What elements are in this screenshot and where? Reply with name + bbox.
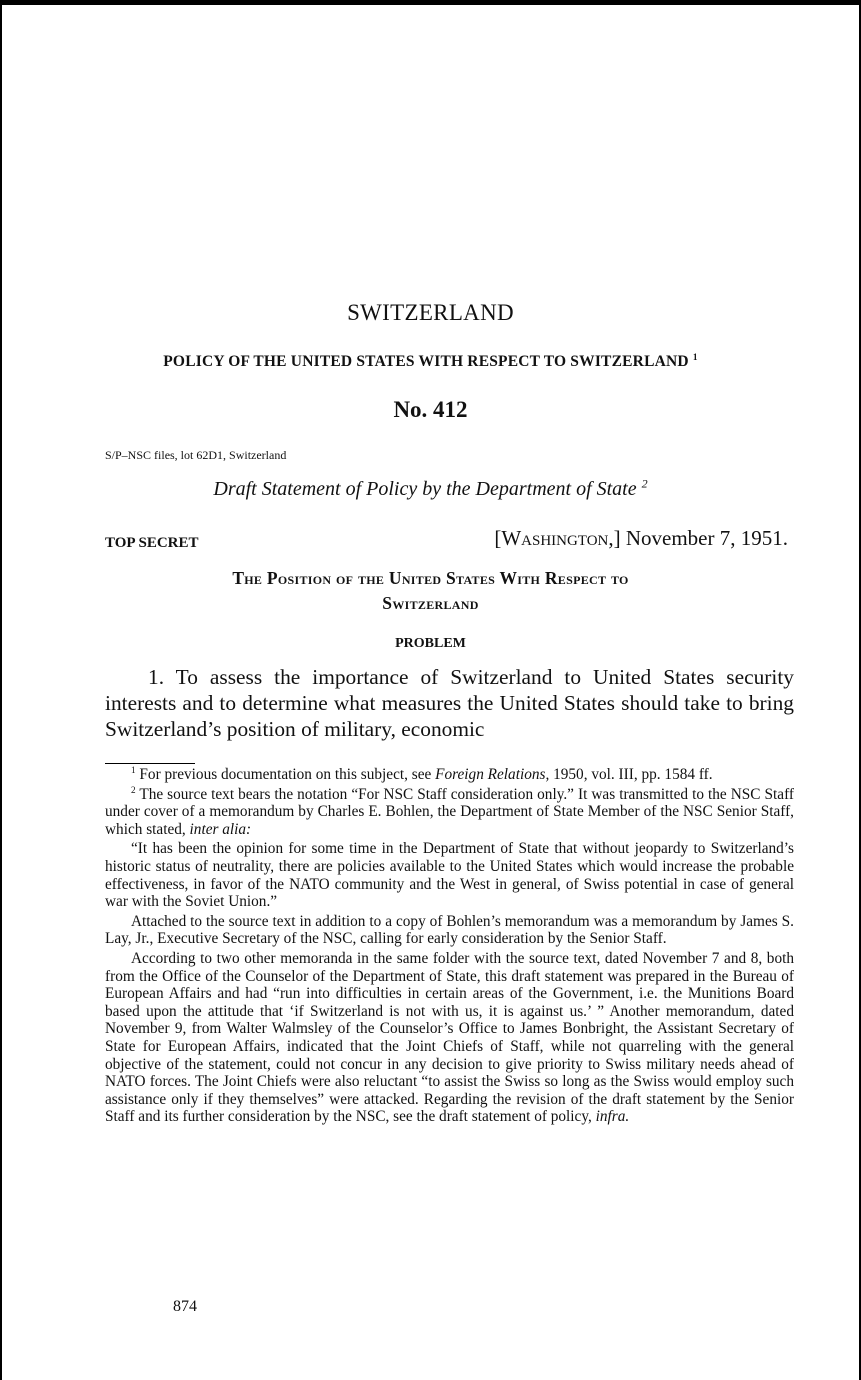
footnote-1-number: 1 xyxy=(131,764,136,775)
footnote-1-text: For previous documentation on this subject, see xyxy=(139,766,432,783)
footnote-ref-1: 1 xyxy=(692,352,698,363)
footnote-2-quote: “It has been the opinion for some time in the Department of State that without jeopardy to Switzerland’s historic status of neutrality, there are policies available to the United States which would increase the probable effectiveness, in favor of the NATO community and the West in general, of Swiss potential in case of general war with the Soviet Union.” xyxy=(105,840,794,911)
paragraph-1 xyxy=(105,664,794,742)
policy-heading xyxy=(0,353,861,371)
place: [Washington,] xyxy=(494,526,621,550)
footnote-1 xyxy=(105,766,794,784)
footnote-1-italic: Foreign Relations, xyxy=(435,766,550,783)
footnote-2-number: 2 xyxy=(131,784,136,795)
footnote-2-according-text: According to two other memoranda in the same folder with the source text, dated November 7 and 8, both from the Office of the Counselor of the Department of State, this draft statement was prepared in the Bureau of European Affairs and had “run into difficulties in certain areas of the Government, i.e. the Munitions Board based upon the attitude that ‘if Switzerland is not with us, it is against us.’ ” Another memorandum, dated November 9, from Walter Walmsley of the Counselor’s Office to James Bonbright, the Assistant Secretary of State for European Affairs, indicated that the Joint Chiefs of Staff, while not quarreling with the general objective of the statement, could not concur in any decision to give priority to Swiss military needs ahead of NATO forces. The Joint Chiefs were also reluctant “to assist the Swiss so long as the Swiss would employ such assistance only if they themselves” were attacked. Regarding the revision of the draft statement by the Senior Staff and its further consideration by the NSC, see the draft statement of policy, xyxy=(105,949,794,1126)
footnote-divider xyxy=(105,763,195,764)
footnote-1-citation: 1950, vol. III, pp. 1584 ff. xyxy=(553,766,713,783)
document-title-text: Draft Statement of Policy by the Department of State xyxy=(213,478,637,500)
page-top-border xyxy=(0,0,861,5)
problem-heading: PROBLEM xyxy=(395,636,466,651)
position-title-line-1: The Position of the United States With Respect to xyxy=(232,568,629,588)
position-title xyxy=(0,566,861,616)
footnote-2-text: The source text bears the notation “For NSC Staff consideration only.” It was transmitted to the NSC Staff under cover of a memorandum by Charles E. Bohlen, the Department of State Member of the NSC Senior Staff, which stated, xyxy=(105,785,794,838)
position-title-line-2: Switzerland xyxy=(382,593,479,613)
document-title xyxy=(0,478,861,501)
page-left-border xyxy=(0,0,2,1380)
policy-heading-text: POLICY OF THE UNITED STATES WITH RESPECT TO SWITZERLAND xyxy=(163,353,689,370)
footnote-2 xyxy=(105,786,794,839)
page-number: 874 xyxy=(173,1298,197,1315)
footnote-2-attached: Attached to the source text in addition to a copy of Bohlen’s memorandum was a memorandum by James S. Lay, Jr., Executive Secretary of the NSC, calling for early consideration by the Senior Staff. xyxy=(105,912,794,948)
place-date-line xyxy=(494,526,788,551)
source-line: S/P–NSC files, lot 62D1, Switzerland xyxy=(105,448,287,462)
document-number: No. 412 xyxy=(393,397,468,422)
footnote-ref-2: 2 xyxy=(641,476,648,491)
date: November 7, 1951. xyxy=(625,526,788,550)
footnote-2-italic: inter alia: xyxy=(189,820,252,838)
paragraph-1-text: 1. To assess the importance of Switzerland to United States security interests and to determine what measures the United States should take to bring Switzerland’s position of military, economic xyxy=(105,665,794,741)
footnotes xyxy=(105,766,794,1126)
footnote-2-according xyxy=(105,950,794,1126)
footnote-2-infra: infra. xyxy=(595,1108,630,1126)
classification-label: TOP SECRET xyxy=(105,535,199,551)
country-heading: SWITZERLAND xyxy=(347,300,514,325)
